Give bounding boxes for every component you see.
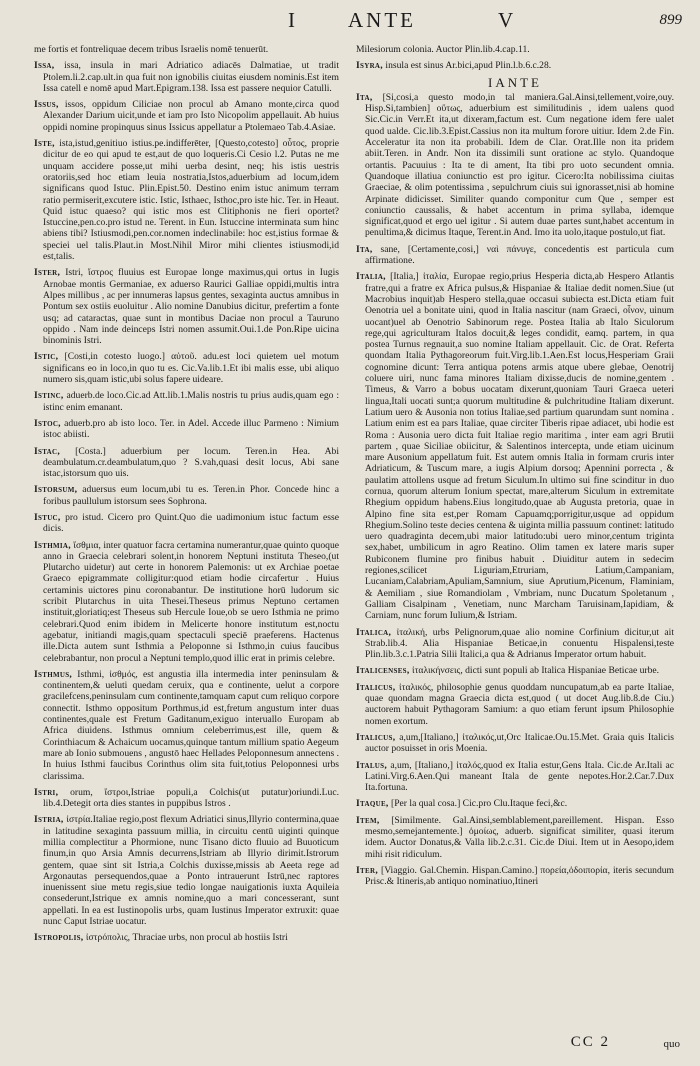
dictionary-entry: [356, 44, 674, 55]
dictionary-entry: [356, 798, 674, 809]
entry-text: aduersus eum locum,ubi tu es. Teren.in Phor. Concede hinc a foribus paullulum istorsum sees Sophrona.: [43, 484, 339, 507]
entry-text: aduerb.de loco.Cic.ad Att.lib.1.Malis nostris tu prius audis,quam ego : istinc enim emanant.: [43, 390, 339, 413]
entry-text: a,um, [Italiano,] ἰταλός,quod ex Italia estur,Gens Itala. Cic.de Ar.Itali ac Latini.Virg.6.Aen.Qui maneant Itala de gente nepotes.Hor.2.Car.7.Dux Ita.fortuna.: [365, 759, 674, 794]
dictionary-entry: [34, 351, 339, 385]
entry-headword: Istic,: [34, 351, 59, 363]
entry-text: issos, oppidum Ciliciae non procul ab Amano monte,circa quod Alexander Darium uicit,unde et iam pro Isto Nicopolim appellauit. Ab huius oppidi nomine propinquus sinus Issicus appellatur a Ptolemaeo Tab.4.Asiae.: [43, 99, 339, 133]
entry-headword: Ita,: [356, 91, 373, 103]
entry-text: pro istud. Cicero pro Quint.Quo die uadimonium istuc factum esse dicis.: [43, 511, 339, 535]
entry-text: [Italia,] ἰταλία, Europae regio,prius Hesperia dicta,ab Hespero Atlantis fratre,qui a fratre ex Africa pulsus,& Hispaniae & Italiae dedit nomen.Siue (ut Macrobius inquit)ab Hespero stella,quae occasui subiecta est.Dicta etiam fuit Oenotria uel a bonitate uini, quod in Italia nascitur (nam Graeci, οἶνον, uinum uocant)uel ab Oenotrio Sabinorum rege. Postea Italia ab Italo Siculorum rege,qui agriculturam Italos docuit,& leges condidit, eamq. partem, in qua postea Turnus regnauit,a suo nomine Italiam appellauit. Cic. de Orat. Referta quondam Italia Pythagoreorum fuit.Virg.lib.1.Aen.Est locus,Hesperiam Graii cognomine dicunt: Terra antiqua potens armis atque ubere glebae, Oenotrij coluere uiri, nunc fama minores Italiam dixisse,ducis de nomine,gentem . Timeus, & Varro a bobus uocatam dixerunt,quoniam Tauri Graeca ueteri lingua,Itali uocati sunt;a quorum multitudine & pulchritudine Italiam dixerunt. Latium uero & Ausonia non totius Italiae,sed partium quarundam sunt nomina . Latium enim est ea pars Italiae, quae circiter Tiberis ripae adiacet, ubi hodie est Roma : Ausonia uero dicta fuit Italiae regio maritima , inter eam agri Brutii partem , quae Siciliae obiicitur, & Salentinos intercepta, unde etiam uicinum mare Ausonium appellatum fuit. Est autem omnis Italia in formam cruris inter Adriaticum, & Tuscum mare, a iugis Alpium dorsoq; Apennini porrecta , & paulatim attollens usque ad fretum Siculum.In ultimo sui fine scinditur in duo cornua, quorum alterum Ionium spectat, mare,alterum Siculum in extremitate Rhegium oppidum habens.Eius longitudo,quae ab Augusta pretoria, quae in Alpino fine sita est,per Romam Capuamq;porrigitur,usque ad oppidum Rhegium.Solino teste decies centena & uiginta millia passuum continet: latitudo uero quadraginta decem,ubi maior latitudo:ubi uero minor,centum triginta sex,habet, umbilicum in agro Reatino. Olim tamen ex latere maris super Rubiconem flumine pro finibus habuit . Diuiditur autem in sedecim regiones,scilicet Liguriam,Etruriam, Latium,Campaniam, Lucaniam,Calabriam,Apuliam,Samnium, siue Aprutium,Picenum, Flaminiam, & Aemiliam , siue Romandiolam , Vmbriam, nunc Ducatum Spoletanum , Galliam Cisalpinam , Venetiam, nunc Marcham Taruisinam,Iapidiam, & Carniam, nunc forum Iulium,& Istriam.: [365, 271, 674, 622]
entry-headword: Istria,: [34, 814, 64, 826]
entry-headword: Italicus,: [356, 681, 396, 693]
entry-headword: Italia,: [356, 271, 386, 283]
dictionary-entry: [34, 484, 339, 507]
entry-headword: Istri,: [34, 786, 59, 798]
entry-headword: Istinc,: [34, 390, 64, 402]
entry-headword: Italus,: [356, 759, 388, 771]
dictionary-entry: [34, 99, 339, 133]
entry-text: [Similmente. Gal.Ainsi,semblablement,pareillement. Hispan. Esso mesmo,semejantemente.] ὁμοίως, aduerb. significat similiter, quasi iterum idem. Auctor Donatus,& Valla lib.2.c.31. Cic.de Diui. Item ut in Aesopo,idem mihi risit ridiculum.: [365, 814, 674, 860]
dictionary-entry: [356, 665, 674, 676]
dictionary-entry: [356, 271, 674, 621]
entry-text: orum, ἴστροι,Istriae populi,a Colchis(ut putatur)oriundi.Luc. lib.4.Detegit orta dies stantes in puppibus Istros .: [43, 786, 339, 810]
entry-text: ἰταλικήνσεις, dicti sunt populi ab Italica Hispaniae Beticae urbe.: [411, 665, 660, 677]
entry-headword: Ita,: [356, 243, 373, 255]
running-header: [28, 8, 682, 38]
catchword: quo: [663, 1038, 680, 1050]
right-column-entries: [356, 92, 674, 888]
dictionary-entry: [356, 682, 674, 727]
dictionary-entry: [34, 418, 339, 441]
dictionary-entry: [34, 390, 339, 413]
entry-headword: Isthmia,: [34, 539, 71, 551]
dictionary-entry: [34, 446, 339, 480]
entry-text: ἰταλικός, philosophie genus quoddam nuncupatum,ab ea parte Italiae, quae quondam magna Graecia dicta est,quod ( ut docet Aug.lib.8.de Ciu.) auctorem habuit Pythagoram Samium: a quo etiam ferunt ipsum Philosophie nomen exortum.: [365, 681, 674, 727]
header-left-letter: I: [288, 8, 298, 32]
header-right-letter: V: [498, 8, 517, 32]
entry-text: Istri, ἴστρος fluuius est Europae longe maximus,qui ortus in Iugis Arnobae montis Germaniae, ex aduerso Raurici Galliae oppidi,multis intra Alpes millibus , ac per innumeras lapsus gentes, sexaginta auctus amnibus in Pontum sex ostiis euoluitur . Alio nomine Danubius dicitur, prefertim a fonte usq; ad cataractas, quae sunt in montibus Daciae non procul a Tauruno oppido . Nam inde deinceps Istri nomen assumit.Oui.1.de Pon.Ripe uicina binominis Istri.: [43, 267, 339, 347]
dictionary-entry: [356, 627, 674, 661]
dictionary-entry: [34, 540, 339, 664]
dictionary-entry: [356, 865, 674, 888]
dictionary-entry: [34, 787, 339, 810]
right-column-heading: IANTE: [488, 74, 542, 90]
entry-text: Milesiorum colonia. Auctor Plin.lib.4.cap.11.: [356, 44, 530, 55]
entry-text: a,um,[Italiano,] ἰταλικός,ut,Orc Italicae.Ou.15.Met. Graia quis Italicis auctor posuisset in oris Moenia.: [365, 731, 674, 755]
entry-headword: Istorsum,: [34, 484, 78, 496]
entry-headword: Italica,: [356, 626, 392, 638]
entry-headword: Istoc,: [34, 417, 61, 429]
entry-text: sane, [Certamente,cosi,] ναὶ πάνυγε, concedentis est particula cum affirmatione.: [365, 243, 674, 267]
entry-headword: Iste,: [34, 138, 55, 150]
entry-text: [Per la qual cosa.] Cic.pro Clu.Itaque feci,&c.: [391, 798, 568, 810]
entry-text: ἰστρία.Italiae regio,post flexum Adriatici sinus,Illyrio contermina,quae in latitudine sexaginta passuum millia, in circuitu centū uiginti quinque millia complectitur a Phormione, nunc Tisano dicto fluuio ad Buuoticum finum,in quo Arsia Amnis decurrens,Istriam ab Illyrio dirimit.Istrorum gentem, quae sint sit Istria,a Colchis duxisse,missis ab Aeeta rege ad Argonautas persequendos,quae a Ponto intrauerunt Istrū,nec raptores inuenissent siue metu regis,siue tedio longae nauigationis iuxta Aquileia consederunt,Istrique ex amnis nomine,quo a mari concesserant, sunt appellati. In ea est Iustinopolis urbs, quam Iustinus Imperator extruxit: quae nunc Caput Istriae uocatur.: [43, 814, 339, 928]
entry-text: ἰστρόπολις, Thraciae urbs, non procul ab hostiis Istri: [85, 932, 288, 944]
entry-text: [Costi,in cotesto luogo.] αὐτοῦ. adu.est loci quietem uel motum significans eo in loco,in quo tu es. Cic.Va.lib.1.Et ibi malis esse, ubi aliquo numero sis,quam istic,ubi solus fapere uideare.: [43, 351, 339, 386]
entry-headword: Ister,: [34, 267, 61, 279]
dictionary-entry: [34, 669, 339, 782]
entry-headword: Item,: [356, 814, 380, 826]
entry-headword: Isthmus,: [34, 668, 73, 680]
dictionary-entry: [34, 267, 339, 346]
dictionary-entry: [34, 932, 339, 943]
header-title: ANTE: [348, 8, 416, 32]
dictionary-entry: [356, 92, 674, 239]
entry-text: insula est sinus Ar.bici,apud Plin.l.b.6.c.28.: [385, 60, 552, 72]
entry-text: [Viaggio. Gal.Chemin. Hispan.Camino.] πορεία,ὁδοιπορία, iteris secundum Prisc.& Itineris,ab antiquo nominatiuo,Itineri: [365, 864, 674, 888]
entry-text: me fortis et fontreliquae decem tribus Israelis nomē tenuerūt.: [34, 44, 269, 55]
dictionary-entry: [356, 760, 674, 794]
right-column-continuation: [356, 44, 674, 72]
entry-text: [Costa.] aduerbium per locum. Teren.in Hea. Abi deambulatum.cr.deambulatum,quo ? S.vah,quasi desit locus, Abi sane istac,istorsum quo uis.: [43, 445, 339, 480]
dictionary-entry: [356, 60, 674, 71]
entry-headword: Italicus,: [356, 731, 396, 743]
entry-headword: Issus,: [34, 99, 59, 111]
entry-text: issa, insula in mari Adriatico adiacēs Dalmatiae, ut tradit Ptolem.li.2.cap.ult.in qua fuit non ignobilis ciuitas eiusdem nominis.Est item Issa catell e nomē apud Mart.Epigram.138. Issa est passere nequior Catulli.: [43, 60, 339, 94]
entry-headword: Istropolis,: [34, 932, 84, 944]
dictionary-entry: [34, 60, 339, 94]
page-number: 899: [659, 12, 682, 28]
entry-headword: Istuc,: [34, 511, 61, 523]
dictionary-entry: [34, 138, 339, 262]
entry-headword: Issa,: [34, 60, 55, 72]
entry-text: Isthmi, ἰσθμός, est angustia illa intermedia inter peninsulam & continentem,& ueluti quedam ceruix, qua e continente, uelut a corpore gracilefcens,peninsulam cum continente,tamquam caput cum reliquo corpore connectit. Isthmo oppositum Porthmus,id est,fretum angustum inter duas continentes,quale est Fretum Gaditanum,exiguo interuallo Europam ab Africa diuidens. Isthmus omnium celeberrimus,est ille, quem & Corinthiacum & Achaicum uocamus,quinque tantum millium spatio Aegeum mare ab Ionio submouens , angustō haec Hellades Peloponnesum annectens . In huius Isthmi faucibus Corinthus olim sita fuit,totius Peloponnesi urbs clarissima.: [43, 668, 339, 782]
signature-mark: CC 2: [570, 1034, 610, 1050]
entry-text: ista,istud,genitiuo istius.pe.indifferēter, [Questo,cotesto] οὗτος, proprie dicitur de eo qui apud te est,aut de quo loqueris.Ci Cesio l.2. Putas ne me unquam accidere posse,ut mihi uerba desint, neq; his istis uestris oratoriis,sed hoc etiam leuia nostratia,Istos,aduerbium ad locum,idem significans quod Istuc. Plin.Epist.50. Destino enim istuc animum terram ratio permiserit,excutere istic. Istic, Isthaec, Isthoc,pro iste hic. Ter. in Heaut. Quid istuc quaeso? qui istic mos est Clitiphonis ne fieri oportet? Istuccine,pen.co.pro istud ne. Terent. in Eun. Istuccine interminata sum hinc abiens tibi? Istiusmodi,pen.cor.nomen indeclinabile: hoc est,istius formae & speciei uel talis.Plaut.in Most.Nihil Miror mihi clientes istiusmodi,id est,talis.: [43, 138, 339, 263]
page-footer: [30, 1034, 680, 1056]
entry-headword: Itaque,: [356, 798, 389, 810]
entry-headword: Istac,: [34, 445, 61, 457]
entry-headword: Iter,: [356, 864, 379, 876]
dictionary-entry: [34, 44, 339, 55]
dictionary-entry: [356, 244, 674, 267]
entry-text: [Si,cosi,a questo modo,in tal maniera.Gal.Ainsi,tellement,voire,ouy. Hisp.Si,tambien] οὕτως, aduerbium est similitudinis , idem ualens quod Sic.Cic.in Verr.Et ita,ut dixeram,factum est. Cum negatione idem fere ualet quod ualde. Cic.lib.3.Epist.Cassius non ita multum forore uitiur. Idem 2.de Fin. Acceleratur ita non ita probabili. Idem de Clar. Orat.Ille non ita pridem abiit.Teren. in Andr. Non ita dissimili sunt oratione ac stylo. Quandoque ortantis. Pacuuius : Ita te di ament, Ita tibi pro uoto secundent omnia. Quandoque illatiua coniunctio est pro igitur. Cicero:Ita nobilissima ciuitas Graeciae, & olim potentissima , sepulchrum ciuis sui ignorasset,nisi ab homine Arpinate didicisset. Similiter quando componitur cum Que , semper est coniunctio caussalis, & habet accentum in prima syllaba, idemque significat,quod et ergo uel igitur . Si autem duae partes sunt,habet accentum in penultima,& dicimus Itaque, Terent.in And. Imo ita uolo,itaque postulo,ut fiat.: [365, 91, 674, 239]
dictionary-entry: [34, 512, 339, 535]
entry-text: aduerb.pro ab isto loco. Ter. in Adel. Accede illuc Parmeno : Nimium istoc abiisti.: [43, 417, 339, 441]
entry-headword: Italicenses,: [356, 665, 410, 677]
left-column: [34, 44, 339, 1026]
dictionary-entry: [356, 732, 674, 755]
dictionary-entry: [34, 814, 339, 927]
entry-text: ἰταλική, urbs Pelignorum,quae alio nomine Corfinium dicitur,ut ait Strab.lib.4. Alia Hispaniae Beticae,in conuentu Hispalensi,teste Plin.lib.3.c.1.Patria Silii Italici,a qua & Adrianus Imperator ortum habuit.: [365, 626, 674, 661]
dictionary-entry: [356, 815, 674, 860]
right-column: [356, 44, 674, 1026]
entry-text: ἴσθμια, inter quatuor facra certamina numerantur,quae quinto quoque anno in Graecia celebrari solent,in honorem Neptuni instituta Theseo,(ut Plutarcho uidetur) aut certe in honorem Palemonis: ut ex Archiae poetae Graeco epigrammate colligitur:quod etiam hodie circafertur . Huius certaminis uictores pinu coronabantur. De institutione horū ludorum sic scribit Plutarchus in uita Thesei.Theseus primus Neptuno certamen instituit,gloriatiq;est Theseus sub Hercule Ioue,ob se uero Isthmia ne primo celebrari.Quod enim ibidem in Melicerte honore institutum est,noctu agebatur, initiandi magis,quam spectaculi speciē praeferens. Hactenus ille.Dicta autem sunt Isthmia a Peloponne si Isthmo,in cuius faucibus celebrabantur, non procul a Neptuni templo,quod illic erat in primis celebre.: [43, 539, 339, 664]
entry-headword: Isyra,: [356, 60, 383, 72]
